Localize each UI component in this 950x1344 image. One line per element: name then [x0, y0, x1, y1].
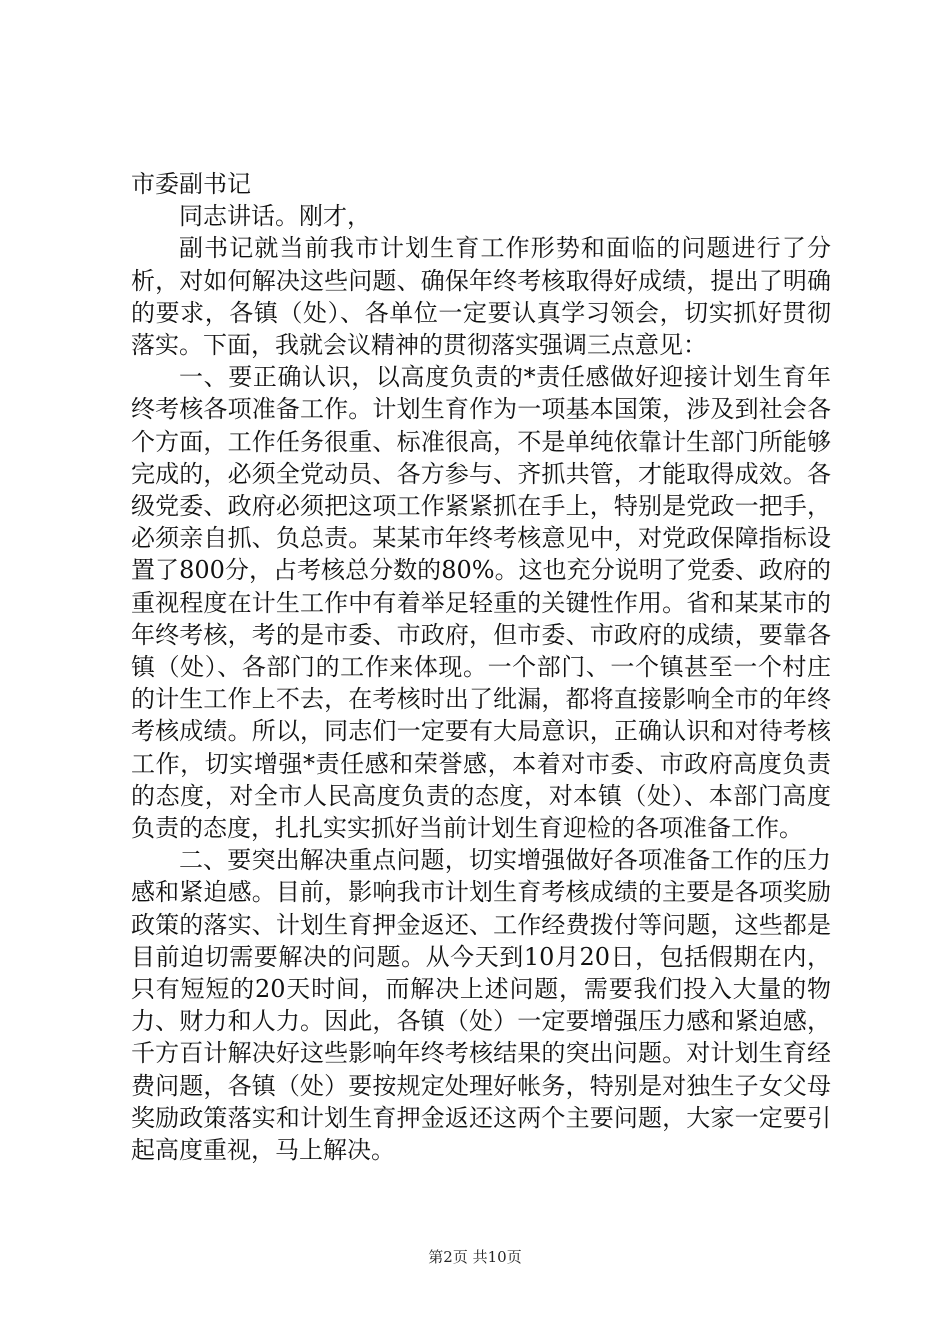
paragraph-speaker: 市委副书记 [131, 170, 251, 198]
paragraph-point-one: 一、要正确认识，以高度负责的*责任感做好迎接计划生育年终考核各项准备工作。计划生育作为一项基本国策，涉及到社会各个方面，工作任务很重、标准很高，不是单纯依靠计生部门所能够完成的，必须全党动员、各方参与、齐抓共管，才能取得成效。各级党委、政府必须把这项工作紧紧抓在手上，特别是党政一把手，必须亲自抓、负总责。某某市年终考核意见中，对党政保障指标设置了800分，占考核总分数的80%。这也充分说明了党委、政府的重视程度在计生工作中有着举足轻重的关键性作用。省和某某市的年终考核，考的是市委、市政府，但市委、市政府的成绩，要靠各镇（处）、各部门的工作来体现。一个部门、一个镇甚至一个村庄的计生工作上不去，在考核时出了纰漏，都将直接影响全市的年终考核成绩。所以，同志们一定要有大局意识，正确认识和对待考核工作，切实增强*责任感和荣誉感，本着对市委、市政府高度负责的态度，对全市人民高度负责的态度，对本镇（处）、本部门高度负责的态度，扎扎实实抓好当前计划生育迎检的各项准备工作。 [131, 363, 831, 843]
paragraph-intro: 同志讲话。刚才， [179, 202, 371, 231]
document-body [131, 168, 831, 1166]
paragraph-opening: 副书记就当前我市计划生育工作形势和面临的问题进行了分析，对如何解决这些问题、确保年终考核取得好成绩，提出了明确的要求，各镇（处）、各单位一定要认真学习领会，切实抓好贯彻落实。下面，我就会议精神的贯彻落实强调三点意见： [131, 234, 831, 360]
page-number-footer: 第2页 共10页 [428, 1248, 522, 1266]
paragraph-point-two: 二、要突出解决重点问题，切实增强做好各项准备工作的压力感和紧迫感。目前，影响我市计划生育考核成绩的主要是各项奖励政策的落实、计划生育押金返还、工作经费拨付等问题，这些都是目前迫切需要解决的问题。从今天到10月20日，包括假期在内，只有短短的20天时间，而解决上述问题，需要我们投入大量的物力、财力和人力。因此，各镇（处）一定要增强压力感和紧迫感，千方百计解决好这些影响年终考核结果的突出问题。对计划生育经费问题，各镇（处）要按规定处理好帐务，特别是对独生子女父母奖励政策落实和计划生育押金返还这两个主要问题，大家一定要引起高度重视，马上解决。 [131, 846, 831, 1165]
